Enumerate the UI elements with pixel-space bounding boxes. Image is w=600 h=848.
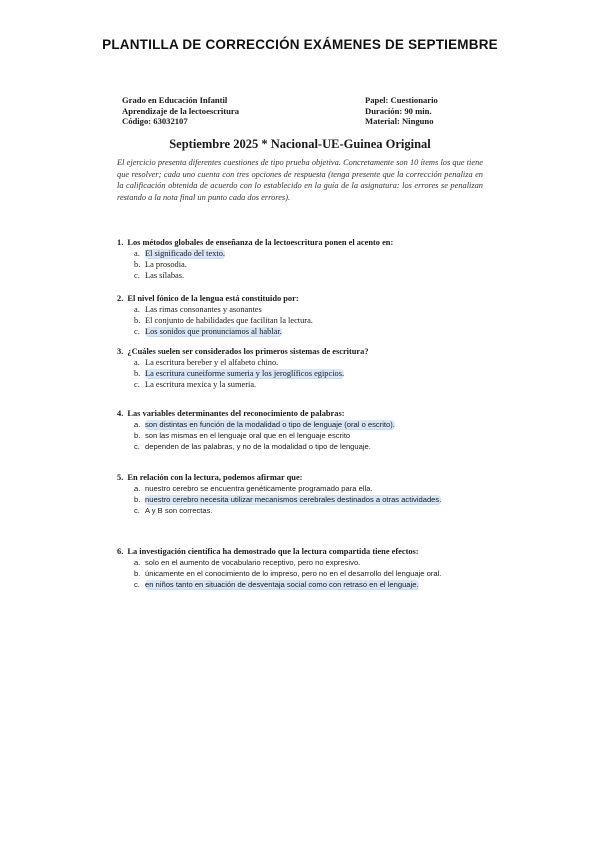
exam-title: Septiembre 2025 * Nacional-UE-Guinea Original xyxy=(169,137,431,151)
paper-type: Papel: Cuestionario xyxy=(365,95,438,105)
option-a-correct xyxy=(117,248,487,259)
question-stem xyxy=(117,408,487,419)
question-number: 6. xyxy=(117,547,124,556)
option-text: nuestro cerebro necesita utilizar mecanismos cerebrales destinados a otras actividades. xyxy=(145,495,442,505)
option-text: dependen de las palabras, y no de la modalidad o tipo de lenguaje. xyxy=(145,442,371,452)
option-a xyxy=(117,357,487,368)
option-c-correct xyxy=(117,326,487,337)
question-text: El nivel fónico de la lengua está constituido por: xyxy=(127,294,299,303)
question-1 xyxy=(117,237,487,282)
option-letter: a. xyxy=(134,558,141,567)
question-4 xyxy=(117,408,487,453)
option-b-correct xyxy=(117,494,487,505)
option-c xyxy=(117,270,487,281)
option-letter: a. xyxy=(134,249,140,258)
option-letter: b. xyxy=(134,260,141,270)
option-c xyxy=(117,379,487,390)
question-3 xyxy=(117,346,487,391)
option-letter: c. xyxy=(134,271,140,281)
option-letter: c. xyxy=(134,506,140,516)
option-text: La escritura cuneiforme sumeria y los jeroglíficos egipcios. xyxy=(145,369,345,379)
option-text: son distintas en función de la modalidad o tipo de lenguaje (oral o escrito). xyxy=(145,420,395,429)
question-text: ¿Cuáles suelen ser considerados los primeros sistemas de escritura? xyxy=(127,347,369,356)
option-c xyxy=(117,505,487,516)
option-c xyxy=(117,441,487,452)
question-stem xyxy=(117,472,487,483)
material: Material: Ninguno xyxy=(365,116,434,126)
question-number: 2. xyxy=(117,294,124,303)
option-letter: a. xyxy=(134,358,140,367)
degree-name: Grado en Educación Infantil xyxy=(122,95,228,105)
option-letter: c. xyxy=(134,442,140,452)
duration: Duración: 90 min. xyxy=(365,105,432,116)
course-info xyxy=(122,95,239,127)
subject-name: Aprendizaje de la lectoescritura xyxy=(122,105,240,116)
exam-info xyxy=(365,95,438,127)
option-text: son las mismas en el lenguaje oral que en el lenguaje escrito xyxy=(145,431,351,441)
option-a-correct xyxy=(117,419,487,430)
option-letter: a. xyxy=(134,305,140,314)
option-text: El significado del texto. xyxy=(145,249,226,258)
question-text: Los métodos globales de enseñanza de la lectoescritura ponen el acento en: xyxy=(127,238,394,247)
question-text: Las variables determinantes del reconocimiento de palabras: xyxy=(127,409,345,418)
option-b xyxy=(117,259,487,270)
option-text: La escritura bereber y el alfabeto chino. xyxy=(145,358,279,367)
option-text: Las sílabas. xyxy=(145,271,185,281)
question-2 xyxy=(117,293,487,338)
option-text: en niños tanto en situación de desventaja social como con retraso en el lenguaje. xyxy=(145,580,419,590)
instructions-paragraph: El ejercicio presenta diferentes cuestiones de tipo prueba objetiva. Concretamente son 10 ítems los que tiene que resolver; cada uno cuenta con tres opciones de respuesta (tenga presente que la corrección penaliza en la calificación obtenida de acuerdo con lo establecido en la guía de la asignatura: los errores se penalizan restando a la nota final un punto cada dos errores). xyxy=(117,158,483,202)
question-text: La investigación científica ha demostrado que la lectura compartida tiene efectos: xyxy=(127,547,419,556)
option-letter: c. xyxy=(134,580,140,590)
option-letter: b. xyxy=(134,431,141,441)
question-stem xyxy=(117,346,487,357)
option-b xyxy=(117,568,487,579)
option-a xyxy=(117,483,487,494)
question-number: 5. xyxy=(117,473,124,482)
option-a xyxy=(117,304,487,315)
option-b xyxy=(117,430,487,441)
subject-code: Código: 63032107 xyxy=(122,116,188,126)
option-letter: b. xyxy=(134,495,141,505)
option-text: A y B son correctas. xyxy=(145,506,213,516)
question-stem xyxy=(117,293,487,304)
option-text: Las rimas consonantes y asonantes xyxy=(145,305,262,314)
option-text: solo en el aumento de vocabulario receptivo, pero no expresivo. xyxy=(145,558,361,567)
option-letter: a. xyxy=(134,420,141,429)
option-text: El conjunto de habilidades que facilitan la lectura. xyxy=(145,316,313,326)
question-5 xyxy=(117,472,487,517)
question-stem xyxy=(117,237,487,248)
option-text: únicamente en el conocimiento de lo impreso, pero no en el desarrollo del lenguaje oral. xyxy=(145,569,442,579)
option-text: Los sonidos que pronunciamos al hablar. xyxy=(145,327,282,337)
option-letter: c. xyxy=(134,327,140,337)
option-b-correct xyxy=(117,368,487,379)
option-text: La escritura mexica y la sumeria. xyxy=(145,380,257,390)
option-c-correct xyxy=(117,579,487,590)
question-stem xyxy=(117,546,487,557)
option-a xyxy=(117,557,487,568)
question-number: 4. xyxy=(117,409,124,418)
option-b xyxy=(117,315,487,326)
option-text: nuestro cerebro se encuentra genéticamente programado para ella. xyxy=(145,484,373,493)
option-text: La prosodia. xyxy=(145,260,187,270)
question-number: 1. xyxy=(117,238,124,247)
question-number: 3. xyxy=(117,347,124,356)
question-text: En relación con la lectura, podemos afirmar que: xyxy=(127,473,303,482)
option-letter: c. xyxy=(134,380,140,390)
option-letter: b. xyxy=(134,369,141,379)
option-letter: a. xyxy=(134,484,141,493)
page-heading: PLANTILLA DE CORRECCIÓN EXÁMENES DE SEPTIEMBRE xyxy=(102,37,498,52)
option-letter: b. xyxy=(134,569,141,579)
option-letter: b. xyxy=(134,316,141,326)
question-6 xyxy=(117,546,487,591)
